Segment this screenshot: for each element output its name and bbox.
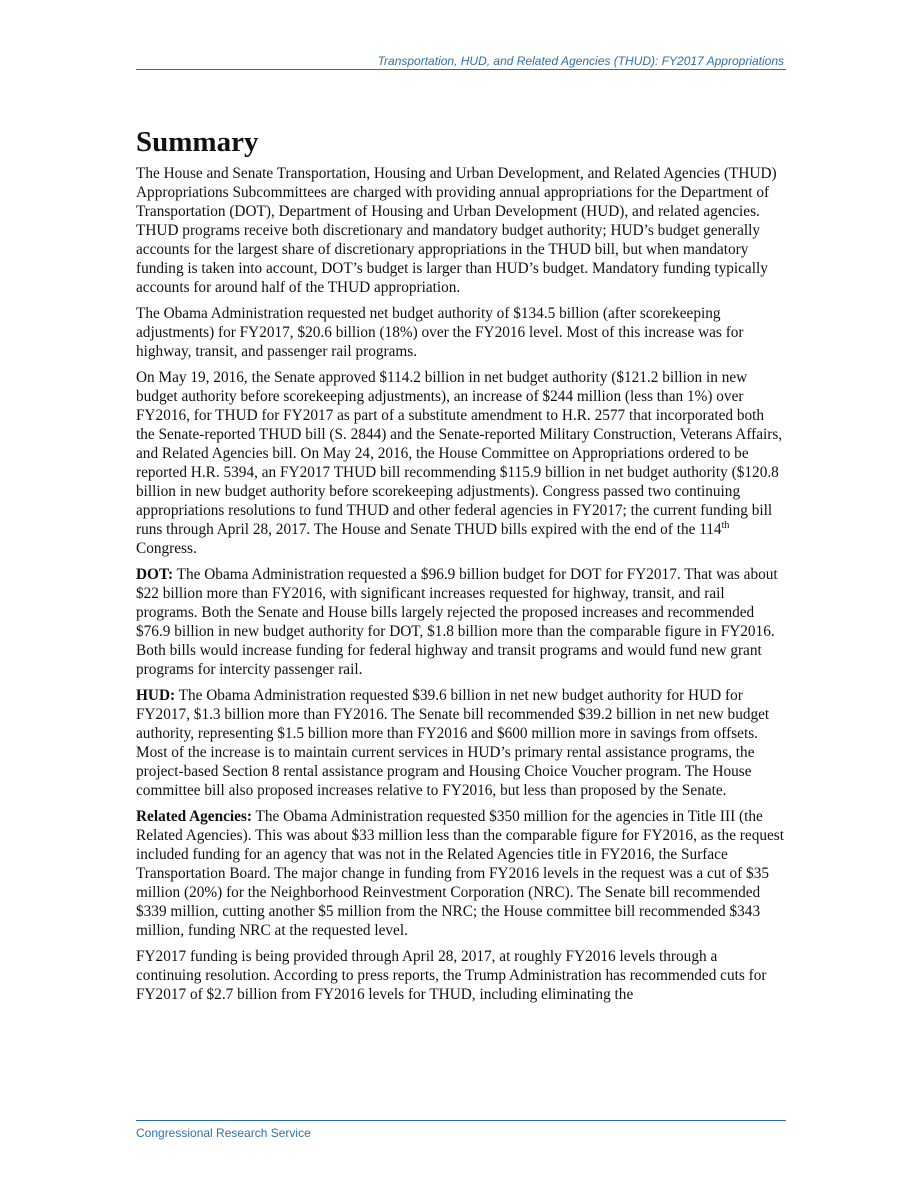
- running-header-title: Transportation, HUD, and Related Agencies (THUD): FY2017 Appropriations: [377, 54, 784, 68]
- hud-text: The Obama Administration requested $39.6 billion in net new budget authority for HUD for FY2017, $1.3 billion more than FY2016. The Senate bill recommended $39.2 billion in net new budget authority, representing $1.5 billion more than FY2016 and $600 million more in savings from offsets. Most of the increase is to maintain current services in HUD’s primary rental assistance programs, the project-based Section 8 rental assistance program and Housing Choice Voucher program. The House committee bill also proposed increases relative to FY2016, but less than proposed by the Senate.: [136, 687, 770, 799]
- summary-heading: Summary: [136, 126, 259, 158]
- paragraph-budget-request: The Obama Administration requested net budget authority of $134.5 billion (after scorekeeping adjustments) for FY2017, $20.6 billion (18%) over the FY2016 level. Most of this increase was for highway, transit, and passenger rail programs.: [136, 305, 744, 360]
- related-agencies-text: The Obama Administration requested $350 million for the agencies in Title III (the Related Agencies). This was about $33 million less than the comparable figure for FY2016, as the request included funding for an agency that was not in the Related Agencies title in FY2016, the Surface Transportation Board. The major change in funding from FY2016 levels in the request was a cut of $35 million (20%) for the Neighborhood Reinvestment Corporation (NRC). The Senate bill recommended $339 million, cutting another $5 million from the NRC; the House committee bill recommended $343 million, funding NRC at the requested level.: [136, 808, 784, 939]
- legislative-action-text: On May 19, 2016, the Senate approved $114.2 billion in net budget authority ($121.2 billion in new budget authority before scorekeeping adjustments), an increase of $244 million (less than 1%) over FY2016, for THUD for FY2017 as part of a substitute amendment to H.R. 2577 that incorporated both the Senate-reported THUD bill (S. 2844) and the Senate-reported Military Construction, Veterans Affairs, and Related Agencies bill. On May 24, 2016, the House Committee on Appropriations ordered to be reported H.R. 5394, an FY2017 THUD bill recommending $115.9 billion in net budget authority ($120.8 billion in new budget authority before scorekeeping adjustments). Congress passed two continuing appropriations resolutions to fund THUD and other federal agencies in FY2017; the current funding bill runs through April 28, 2017. The House and Senate THUD bills expired with the end of the 114: [136, 369, 783, 538]
- ordinal-suffix: th: [721, 519, 730, 531]
- footer-organization: Congressional Research Service: [136, 1126, 311, 1140]
- legislative-action-end: Congress.: [136, 540, 197, 557]
- hud-label: HUD:: [136, 687, 176, 704]
- paragraph-legislative-action: [136, 368, 786, 558]
- summary-section: [136, 126, 786, 1011]
- dot-text: The Obama Administration requested a $96.9 billion budget for DOT for FY2017. That was about $22 billion more than FY2016, with significant increases requested for highway, transit, and rail programs. Both the Senate and House bills largely rejected the proposed increases and recommended $76.9 billion in new budget authority for DOT, $1.8 billion more than the comparable figure in FY2016. Both bills would increase funding for federal highway and transit programs and would fund new grant programs for intercity passenger rail.: [136, 566, 778, 678]
- related-agencies-label: Related Agencies:: [136, 808, 252, 825]
- paragraph-related-agencies: [136, 807, 786, 940]
- running-header: [136, 53, 786, 70]
- paragraph-dot: [136, 565, 786, 679]
- paragraph-fy2017-funding: FY2017 funding is being provided through April 28, 2017, at roughly FY2016 levels through a continuing resolution. According to press reports, the Trump Administration has recommended cuts for FY2017 of $2.7 billion from FY2016 levels for THUD, including eliminating the: [136, 948, 767, 1003]
- page-footer: [136, 1120, 786, 1142]
- dot-label: DOT:: [136, 566, 174, 583]
- paragraph-hud: [136, 686, 786, 800]
- paragraph-overview: The House and Senate Transportation, Housing and Urban Development, and Related Agencies (THUD) Appropriations Subcommittees are charged with providing annual appropriations for the Department of Transportation (DOT), Department of Housing and Urban Development (HUD), and related agencies. THUD programs receive both discretionary and mandatory budget authority; HUD’s budget generally accounts for the largest share of discretionary appropriations in the THUD bill, but when mandatory funding is taken into account, DOT’s budget is larger than HUD’s budget. Mandatory funding typically accounts for around half of the THUD appropriation.: [136, 165, 777, 296]
